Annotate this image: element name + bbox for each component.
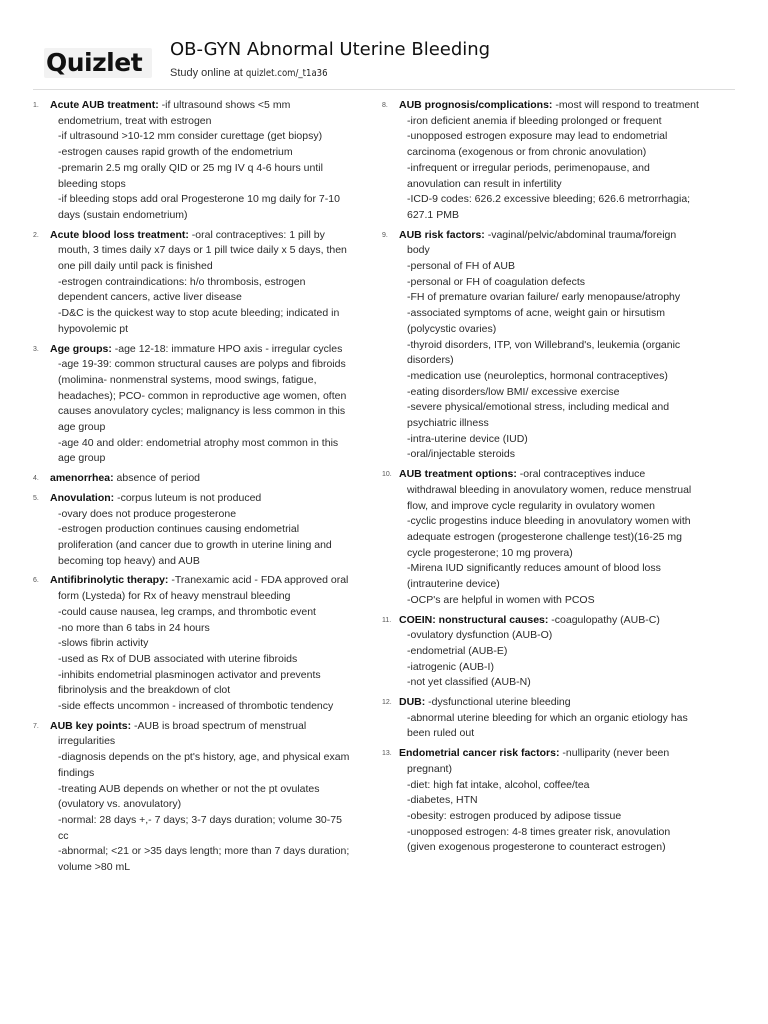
definition-line: one pill daily until pack is finished	[58, 260, 213, 273]
item-term: Acute blood loss treatment:	[50, 228, 189, 241]
definition-line: disorders)	[407, 354, 454, 367]
flashcard-item	[33, 342, 363, 468]
flashcard-item	[33, 573, 363, 714]
item-definition	[50, 491, 363, 570]
item-number: 9.	[382, 231, 388, 239]
definition-line: hypovolemic pt	[58, 322, 129, 335]
definition-line: -ovulatory dysfunction (AUB-O)	[407, 629, 553, 642]
item-term: AUB risk factors:	[399, 228, 485, 241]
item-definition	[50, 719, 363, 876]
definition-line	[50, 573, 363, 589]
definition-line: -normal: 28 days +,- 7 days; 3-7 days duration; volume 30-75	[58, 813, 342, 826]
definition-text: -dysfunctional uterine bleeding	[425, 696, 571, 709]
item-definition	[399, 613, 722, 692]
definition-line: carcinoma (exogenous or from chronic anovulation)	[407, 146, 647, 159]
definition-line: -estrogen causes rapid growth of the endometrium	[58, 146, 293, 159]
definition-line: mouth, 3 times daily x7 days or 1 pill twice daily x 5 days, then	[58, 244, 347, 257]
item-number: 8.	[382, 102, 388, 109]
item-definition	[399, 746, 722, 856]
definition-line: flow, and improve cycle regularity in ovulatory women	[407, 499, 656, 512]
item-number: 11.	[382, 616, 392, 624]
definition-line	[399, 695, 722, 711]
definition-line: -no more than 6 tabs in 24 hours	[58, 621, 210, 634]
definition-line: -age 40 and older: endometrial atrophy most common in this	[58, 436, 339, 449]
definition-line: becoming top heavy) and AUB	[58, 554, 200, 567]
item-term: AUB key points:	[50, 719, 132, 732]
item-number: 4.	[33, 475, 39, 483]
definition-line: -if bleeding stops add oral Progesterone 10 mg daily for 7-10	[58, 193, 340, 206]
definition-line: -premarin 2.5 mg orally QID or 25 mg IV q 4-6 hours until	[58, 161, 323, 174]
definition-text: -corpus luteum is not produced	[114, 491, 262, 504]
item-number: 12.	[382, 699, 392, 707]
definition-line: -obesity: estrogen produced by adipose tissue	[407, 809, 622, 822]
item-definition	[50, 98, 363, 224]
logo-text: Quizlet	[46, 48, 143, 77]
definition-line: -diagnosis depends on the pt's history, age, and physical exam	[58, 751, 350, 764]
definition-line: endometrium, treat with estrogen	[58, 114, 212, 127]
definition-line: -ovary does not produce progesterone	[58, 507, 237, 520]
definition-line: -if ultrasound >10-12 mm consider curettage (get biopsy)	[58, 130, 323, 143]
definition-line: -unopposed estrogen: 4-8 times greater risk, anovulation	[407, 825, 671, 838]
definition-text: -coagulopathy (AUB-C)	[548, 613, 660, 626]
definition-text: -AUB is broad spectrum of menstrual	[131, 719, 307, 732]
page-header	[44, 36, 734, 86]
definition-line: (ovulatory vs. anovulatory)	[58, 798, 182, 811]
definition-line	[50, 228, 363, 244]
definition-line: -slows fibrin activity	[58, 637, 149, 650]
definition-line: -diabetes, HTN	[407, 794, 478, 807]
definition-line: findings	[58, 766, 95, 779]
flashcard-item	[382, 467, 722, 608]
definition-line	[50, 98, 363, 114]
definition-text: absence of period	[113, 472, 201, 485]
definition-line: -estrogen contraindications: h/o thrombosis, estrogen	[58, 275, 306, 288]
quizlet-logo[interactable]	[44, 48, 152, 78]
item-term: COEIN: nonstructural causes:	[399, 613, 549, 626]
definition-line	[399, 467, 722, 483]
definition-line	[399, 98, 722, 114]
definition-line: -Mirena IUD significantly reduces amount of blood loss	[407, 562, 661, 575]
definition-line: anovulation can result in infertility	[407, 177, 562, 190]
definition-line: -abnormal; <21 or >35 days length; more than 7 days duration;	[58, 845, 350, 858]
definition-line: pregnant)	[407, 762, 452, 775]
study-url-link[interactable]: quizlet.com/_t1a36	[245, 68, 328, 79]
right-column	[382, 98, 722, 860]
definition-line: (molimina- nonmenstral systems, mood swings, fatigue,	[58, 373, 317, 386]
flashcard-item	[382, 746, 722, 856]
definition-line	[50, 342, 363, 358]
definition-line	[50, 471, 363, 487]
definition-line: cycle progesterone; 10 mg provera)	[407, 546, 573, 559]
definition-text: -if ultrasound shows <5 mm	[158, 99, 291, 111]
item-term: Antifibrinolytic therapy:	[50, 574, 169, 587]
definition-line: -intra-uterine device (IUD)	[407, 432, 528, 445]
flashcard-item	[33, 719, 363, 876]
definition-line	[50, 491, 363, 507]
definition-line: -FH of premature ovarian failure/ early menopause/atrophy	[407, 291, 681, 304]
item-number: 5.	[33, 494, 39, 502]
definition-line: causes anovulatory cycles; malignancy is less common in this	[58, 405, 346, 418]
definition-line: psychiatric illness	[407, 417, 489, 430]
page-title: OB-GYN Abnormal Uterine Bleeding	[170, 39, 491, 60]
item-definition	[50, 342, 363, 468]
item-number: 1.	[33, 102, 39, 109]
definition-line: -treating AUB depends on whether or not the pt ovulates	[58, 782, 320, 795]
definition-line: -eating disorders/low BMI/ excessive exercise	[407, 385, 620, 398]
definition-line: -iatrogenic (AUB-I)	[407, 660, 494, 673]
definition-line	[399, 613, 722, 629]
definition-line: -severe physical/emotional stress, including medical and	[407, 401, 670, 414]
item-number: 2.	[33, 231, 39, 239]
definition-line: -age 19-39: common structural causes are polyps and fibroids	[58, 358, 346, 371]
item-term: Age groups:	[50, 342, 112, 355]
definition-line	[50, 719, 363, 735]
definition-line: adequate estrogen (progesterone challenge test)(16-25 mg	[407, 530, 682, 543]
definition-line: been ruled out	[407, 727, 475, 740]
flashcard-item	[382, 228, 722, 464]
definition-line: volume >80 mL	[58, 861, 131, 874]
definition-text: -Tranexamic acid - FDA approved oral	[168, 574, 349, 587]
definition-line: -medication use (neuroleptics, hormonal contraceptives)	[407, 369, 668, 382]
definition-line: -iron deficient anemia if bleeding prolonged or frequent	[407, 114, 662, 127]
item-number: 13.	[382, 750, 392, 758]
definition-text: -age 12-18: immature HPO axis - irregular cycles	[111, 342, 343, 355]
definition-line	[399, 228, 722, 244]
definition-line: -D&C is the quickest way to stop acute bleeding; indicated in	[58, 307, 340, 320]
definition-line: -diet: high fat intake, alcohol, coffee/tea	[407, 778, 590, 791]
definition-line: -OCP's are helpful in women with PCOS	[407, 593, 595, 606]
flashcard-item	[382, 613, 722, 692]
definition-text: -vaginal/pelvic/abdominal trauma/foreign	[484, 228, 677, 241]
definition-line: withdrawal bleeding in anovulatory women, reduce menstrual	[407, 483, 692, 496]
definition-line: -associated symptoms of acne, weight gain or hirsutism	[407, 307, 665, 320]
definition-line: age group	[58, 452, 106, 465]
left-column	[33, 98, 363, 880]
definition-line: -infrequent or irregular periods, perimenopause, and	[407, 161, 650, 174]
definition-line	[399, 746, 722, 762]
item-number: 6.	[33, 577, 39, 585]
definition-line: -side effects uncommon - increased of thrombotic tendency	[58, 700, 334, 713]
definition-line: fibrinolysis and the breakdown of clot	[58, 684, 231, 697]
definition-text: -oral contraceptives: 1 pill by	[188, 228, 325, 241]
flashcard-item	[33, 98, 363, 224]
header-divider	[33, 89, 735, 90]
item-term: Anovulation:	[50, 491, 115, 504]
definition-line: irregularities	[58, 735, 116, 748]
study-online-label: Study online at	[170, 67, 246, 79]
item-definition	[50, 228, 363, 338]
definition-line: -used as Rx of DUB associated with uterine fibroids	[58, 652, 298, 665]
study-online-line	[170, 66, 328, 81]
item-term: AUB prognosis/complications:	[399, 99, 553, 111]
definition-line: dependent cancers, active liver disease	[58, 291, 242, 304]
item-definition	[399, 467, 722, 608]
definition-line: age group	[58, 421, 106, 434]
item-number: 10.	[382, 471, 392, 479]
flashcard-item	[382, 695, 722, 742]
definition-line: -oral/injectable steroids	[407, 448, 515, 461]
item-definition	[50, 471, 363, 487]
item-number: 7.	[33, 722, 39, 730]
definition-line: -abnormal uterine bleeding for which an organic etiology has	[407, 711, 688, 724]
definition-line: (polycystic ovaries)	[407, 322, 497, 335]
item-number: 3.	[33, 345, 39, 353]
definition-line: proliferation (and cancer due to growth in uterine lining and	[58, 538, 332, 551]
definition-line: -ICD-9 codes: 626.2 excessive bleeding; 626.6 metrorrhagia;	[407, 193, 691, 206]
item-definition	[399, 228, 722, 464]
definition-text: -most will respond to treatment	[552, 99, 699, 111]
item-term: DUB:	[399, 696, 426, 709]
definition-line: -not yet classified (AUB-N)	[407, 676, 531, 689]
definition-line: days (sustain endometrium)	[58, 208, 188, 221]
definition-text: -oral contraceptives induce	[516, 468, 646, 481]
definition-line: bleeding stops	[58, 177, 126, 190]
item-definition	[399, 695, 722, 742]
definition-line: 627.1 PMB	[407, 208, 459, 221]
definition-line: -thyroid disorders, ITP, von Willebrand's, leukemia (organic	[407, 338, 681, 351]
definition-line: -endometrial (AUB-E)	[407, 644, 508, 657]
flashcard-item	[33, 491, 363, 570]
flashcard-item	[33, 228, 363, 338]
item-definition	[50, 573, 363, 714]
definition-line: -inhibits endometrial plasminogen activator and prevents	[58, 668, 321, 681]
definition-line: -could cause nausea, leg cramps, and thrombotic event	[58, 605, 316, 618]
definition-line: -cyclic progestins induce bleeding in anovulatory women with	[407, 515, 691, 528]
flashcard-item	[33, 471, 363, 487]
definition-line: body	[407, 244, 430, 257]
flashcard-item	[382, 98, 722, 224]
definition-text: -nulliparity (never been	[559, 747, 670, 760]
item-term: amenorrhea:	[50, 472, 114, 485]
definition-line: -unopposed estrogen exposure may lead to endometrial	[407, 130, 668, 143]
definition-line: -estrogen production continues causing endometrial	[58, 523, 300, 536]
definition-line: form (Lysteda) for Rx of heavy menstraul bleeding	[58, 590, 291, 603]
definition-line: -personal of FH of AUB	[407, 260, 515, 273]
definition-line: -personal or FH of coagulation defects	[407, 275, 586, 288]
item-term: Endometrial cancer risk factors:	[399, 747, 560, 760]
definition-line: (given exogenous progesterone to counteract estrogen)	[407, 841, 666, 854]
definition-line: cc	[58, 829, 69, 842]
item-term: AUB treatment options:	[399, 468, 517, 481]
definition-line: headaches); PCO- common in reproductive age women, often	[58, 389, 347, 402]
item-term: Acute AUB treatment:	[50, 99, 159, 111]
item-definition	[399, 98, 722, 224]
definition-line: (intrauterine device)	[407, 578, 500, 591]
